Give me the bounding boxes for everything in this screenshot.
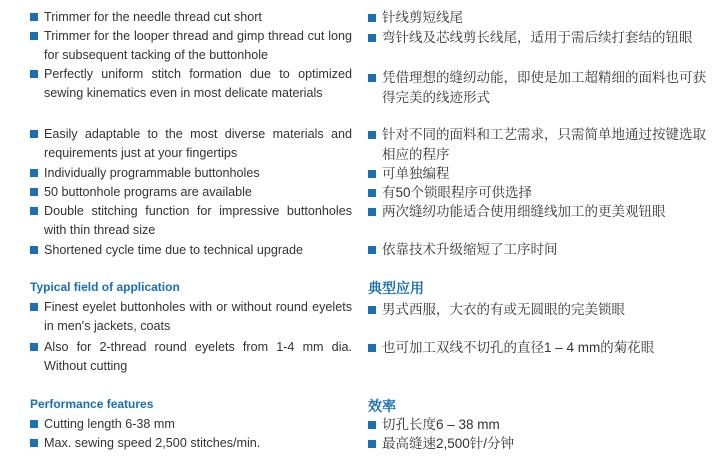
feature-item: Trimmer for the needle thread cut short: [30, 8, 352, 27]
bullet-square-icon: [368, 344, 376, 352]
bullet-square-icon: [30, 32, 38, 40]
bullet-square-icon: [30, 130, 38, 138]
bullet-square-icon: [30, 207, 38, 215]
bullet-square-icon: [368, 170, 376, 178]
application-heading: Typical field of application: [30, 280, 180, 294]
feature-item: Easily adaptable to the most diverse materials and requirements just at your fingertips: [30, 125, 352, 163]
bullet-square-icon: [368, 34, 376, 42]
performance-heading: Performance features: [30, 397, 154, 411]
bullet-square-icon: [368, 306, 376, 314]
bullet-square-icon: [30, 188, 38, 196]
bullet-square-icon: [368, 421, 376, 429]
application-item: 也可加工双线不切孔的直径1 – 4 mm的菊花眼: [368, 338, 713, 358]
application-item: Also for 2-thread round eyelets from 1-4 mm dia. Without cutting: [30, 338, 352, 376]
performance-item: Max. sewing speed 2,500 stitches/min.: [30, 434, 352, 453]
bullet-square-icon: [368, 246, 376, 254]
feature-item: 凭借理想的缝纫动能，即使是加工超精细的面料也可获得完美的线迹形式: [368, 68, 713, 108]
performance-item: 切孔长度6 – 38 mm: [368, 415, 713, 435]
feature-item: Double stitching function for impressive buttonholes with thin thread size: [30, 202, 352, 240]
bullet-square-icon: [368, 440, 376, 448]
feature-item: Shortened cycle time due to technical upgrade: [30, 241, 352, 260]
feature-item: Trimmer for the looper thread and gimp thread cut long for subsequent tacking of the buttonhole: [30, 27, 352, 65]
feature-item: 有50个锁眼程序可供选择: [368, 183, 713, 203]
feature-item: 可单独编程: [368, 164, 713, 184]
performance-item: Cutting length 6-38 mm: [30, 415, 352, 434]
feature-item: 针线剪短线尾: [368, 8, 713, 28]
bullet-square-icon: [30, 439, 38, 447]
feature-item: 依靠技术升级缩短了工序时间: [368, 240, 713, 260]
feature-item: 针对不同的面料和工艺需求，只需简单地通过按键选取相应的程序: [368, 125, 713, 165]
feature-item: 弯针线及芯线剪长线尾，适用于需后续打套结的钮眼: [368, 28, 713, 48]
performance-heading: 效率: [368, 399, 396, 415]
bullet-square-icon: [30, 246, 38, 254]
bullet-square-icon: [30, 420, 38, 428]
performance-item: 最高缝速2,500针/分钟: [368, 434, 713, 454]
feature-item: Individually programmable buttonholes: [30, 164, 352, 183]
bullet-square-icon: [368, 131, 376, 139]
bullet-square-icon: [30, 169, 38, 177]
bullet-square-icon: [368, 74, 376, 82]
application-item: Finest eyelet buttonholes with or without round eyelets in men's jackets, coats: [30, 298, 352, 336]
bullet-square-icon: [368, 208, 376, 216]
bullet-square-icon: [30, 303, 38, 311]
bullet-square-icon: [30, 70, 38, 78]
bullet-square-icon: [30, 343, 38, 351]
bullet-square-icon: [30, 13, 38, 21]
feature-item: 两次缝纫功能适合使用细缝线加工的更美观钮眼: [368, 202, 713, 222]
application-item: 男式西服，大衣的有或无圆眼的完美锁眼: [368, 300, 713, 320]
feature-item: 50 buttonhole programs are available: [30, 183, 352, 202]
application-heading: 典型应用: [368, 281, 424, 297]
bullet-square-icon: [368, 14, 376, 22]
bullet-square-icon: [368, 189, 376, 197]
feature-item: Perfectly uniform stitch formation due to optimized sewing kinematics even in most delicate materials: [30, 65, 352, 103]
